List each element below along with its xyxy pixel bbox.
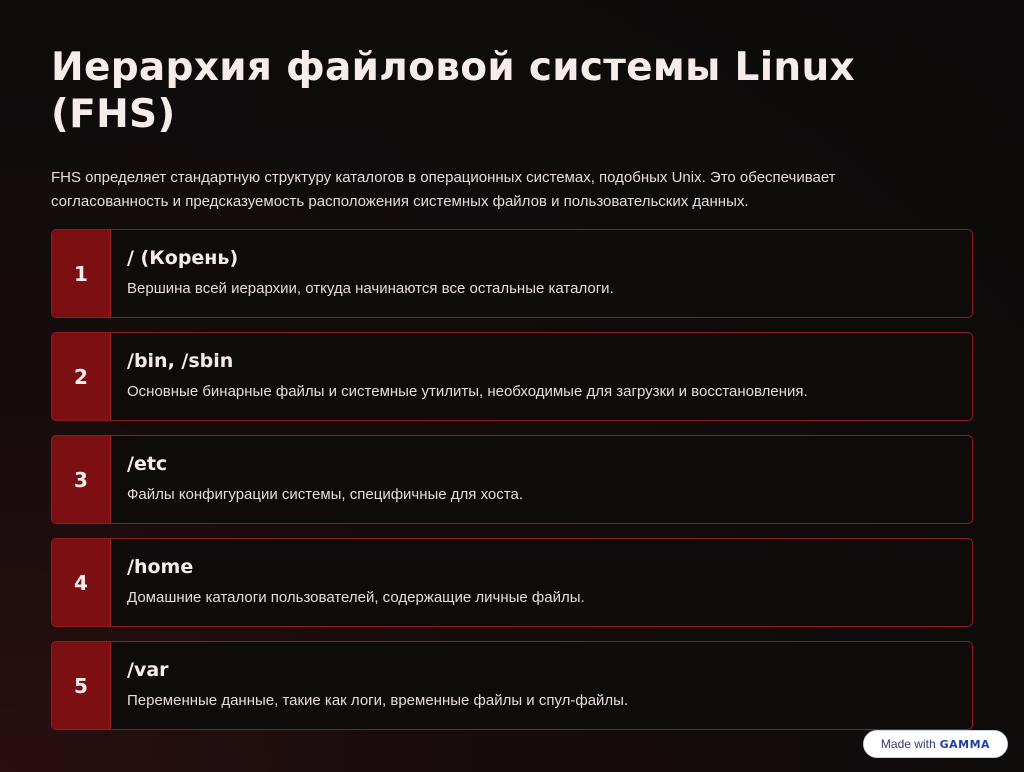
item-title: / (Корень) [127, 247, 239, 269]
item-description: Файлы конфигурации системы, специфичные для хоста. [127, 486, 523, 503]
intro-paragraph: FHS определяет стандартную структуру каталогов в операционных системах, подобных Unix. Это обеспечивает согласованность и предсказуемость расположения системных файлов и пользовательских данных. [51, 169, 836, 210]
item-title: /var [127, 659, 169, 681]
item-description: Основные бинарные файлы и системные утилиты, необходимые для загрузки и восстановления. [127, 383, 808, 400]
badge-prefix: Made with [880, 737, 936, 751]
item-body [111, 436, 523, 523]
list-item-bin-sbin [51, 332, 973, 421]
item-number: 4 [52, 539, 111, 626]
list-item-root [51, 229, 973, 318]
item-description: Домашние каталоги пользователей, содержащие личные файлы. [127, 589, 585, 606]
item-body [111, 333, 808, 420]
fhs-list [51, 229, 973, 744]
item-number: 1 [52, 230, 111, 317]
item-body [111, 539, 585, 626]
item-description: Вершина всей иерархии, откуда начинаются все остальные каталоги. [127, 280, 614, 297]
page-title: Иерархия файловой системы Linux (FHS) [51, 45, 855, 137]
item-title: /etc [127, 453, 168, 475]
made-with-gamma-badge[interactable] [863, 730, 1008, 758]
list-item-home [51, 538, 973, 627]
item-number: 3 [52, 436, 111, 523]
item-number: 2 [52, 333, 111, 420]
item-body [111, 230, 614, 317]
item-body [111, 642, 628, 729]
item-description: Переменные данные, такие как логи, временные файлы и спул-файлы. [127, 692, 629, 709]
list-item-etc [51, 435, 973, 524]
list-item-var [51, 641, 973, 730]
item-title: /bin, /sbin [127, 350, 234, 372]
item-title: /home [127, 556, 194, 578]
item-number: 5 [52, 642, 111, 729]
gamma-logo: GAMMA [939, 737, 991, 751]
